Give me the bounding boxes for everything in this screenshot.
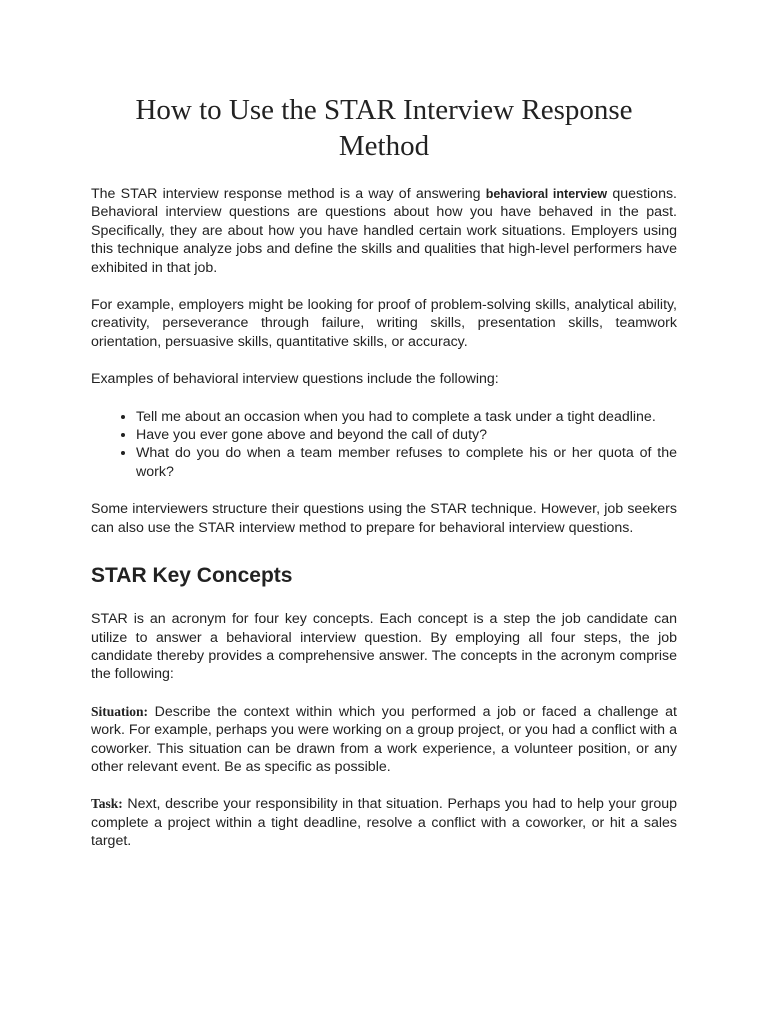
concept-task <box>91 795 677 850</box>
intro-text-start: The STAR interview response method is a way of answering <box>91 186 486 202</box>
acronym-paragraph: STAR is an acronym for four key concepts. Each concept is a step the job candidate can utilize to answer a behavioral interview question. By employing all four steps, the job candidate thereby provides a comprehensive answer. The concepts in the acronym comprise the following: <box>91 611 677 683</box>
question-list <box>91 408 677 482</box>
list-item: • What do you do when a team member refuses to complete his or her quota of the work? <box>136 444 677 481</box>
list-item: • Have you ever gone above and beyond the call of duty? <box>136 426 677 444</box>
page-title: How to Use the STAR Interview Response Method <box>135 94 633 162</box>
example-paragraph: For example, employers might be looking for proof of problem-solving skills, analytical ability, creativity, perseverance through failure, writing skills, presentation skills, teamwork orientation, persuasive skills, quantitative skills, or accuracy. <box>91 297 677 350</box>
document-body <box>91 92 677 870</box>
intro-paragraph <box>91 185 677 277</box>
concept-situation <box>91 703 677 777</box>
intro-bold-term: behavioral interview <box>485 187 608 201</box>
structure-paragraph: Some interviewers structure their questions using the STAR technique. However, job seekers can also use the STAR interview method to prepare for behavioral interview questions. <box>91 501 677 536</box>
list-item: • Tell me about an occasion when you had to complete a task under a tight deadline. <box>136 408 677 426</box>
intro-text-end: questions. Behavioral interview questions are questions about how you have behaved in the past. Specifically, they are about how you have handled certain work situations. Employers using this technique analyze jobs and define the skills and qualities that high-level performers have exhibited in that job. <box>91 186 677 276</box>
questions-intro-paragraph: Examples of behavioral interview questions include the following: <box>91 371 499 388</box>
concept-term: Situation: <box>91 703 149 719</box>
concept-term: Task: <box>91 796 123 812</box>
concept-description: Next, describe your responsibility in that situation. Perhaps you had to help your group complete a project within a tight deadline, resolve a conflict with a coworker, or hit a sales target. <box>91 796 677 850</box>
section-heading: STAR Key Concepts <box>91 564 293 588</box>
concept-description: Describe the context within which you performed a job or faced a challenge at work. For example, perhaps you were working on a group project, or you had a conflict with a coworker. This situation can be drawn from a work experience, a volunteer position, or any other relevant event. Be as specific as possible. <box>91 703 677 775</box>
